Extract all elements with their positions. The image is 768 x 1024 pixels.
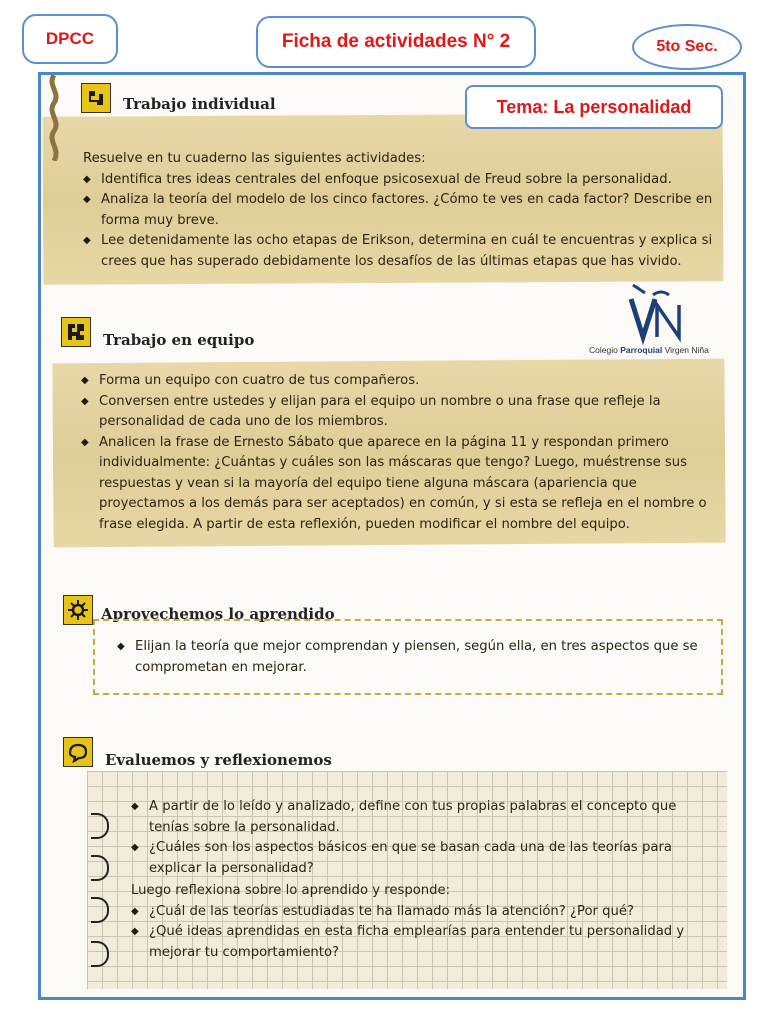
list-item: ◆ Conversen entre ustedes y elijan para el equipo un nombre o una frase que refleje la personalidad de cada uno de los miembros. [81, 392, 717, 433]
school-name: Colegio Parroquial Virgen Niña [589, 345, 709, 355]
individual-work-icon [81, 83, 111, 113]
list-item: ◆ ¿Cuáles son los aspectos básicos en que se basan cada una de las teorías para explicar la personalidad? [131, 838, 715, 879]
apply-learning-icon [63, 595, 93, 625]
logo-mark-icon [589, 281, 735, 345]
school-logo [589, 281, 735, 363]
apply-learning-content [117, 637, 715, 678]
rope-decoration [43, 75, 65, 161]
list-item: ◆ ¿Qué ideas aprendidas en esta ficha emplearías para entender tu personalidad y mejorar tu comportamiento? [131, 922, 715, 963]
team-work-title: Trabajo en equipo [103, 331, 255, 349]
list-item: ◆ Identifica tres ideas centrales del enfoque psicosexual de Freud sobre la personalidad. [83, 170, 719, 191]
list-item: ◆ Analiza la teoría del modelo de los cinco factores. ¿Cómo te ves en cada factor? Describe en forma muy breve. [83, 190, 719, 231]
list-item: ◆ ¿Cuál de las teorías estudiadas te ha llamado más la atención? ¿Por qué? [131, 902, 715, 923]
apply-learning-title: Aprovechemos lo aprendido [101, 605, 335, 623]
evaluate-reflect-icon [63, 737, 93, 767]
evaluate-reflect-content [131, 797, 715, 963]
list-item: ◆ Analicen la frase de Ernesto Sábato que aparece en la página 11 y respondan primero individualmente: ¿Cuántas y cuáles son las máscaras que tengo? Luego, muéstrense sus respuestas y vean si la mayoría del equipo tiene alguna máscara (apariencia que proyectamos a los demás para ser aceptados) en común, y si esta se refleja en el nombre o frase elegida. A partir de esta reflexión, pueden modificar el nombre del equipo. [81, 433, 717, 536]
team-work-icon [61, 317, 91, 347]
topic-box: Tema: La personalidad [465, 85, 723, 129]
worksheet-frame [38, 72, 746, 1000]
list-item: ◆ A partir de lo leído y analizado, define con tus propias palabras el concepto que tenías sobre la personalidad. [131, 797, 715, 838]
individual-work-content [83, 149, 719, 272]
worksheet-title: Ficha de actividades N° 2 [256, 16, 536, 68]
followup-text: Luego reflexiona sobre lo aprendido y responde: [131, 883, 451, 898]
list-item: ◆ Elijan la teoría que mejor comprendan y piensen, según ella, en tres aspectos que se comprometan en mejorar. [117, 637, 715, 678]
individual-work-intro: Resuelve en tu cuaderno las siguientes actividades: [83, 151, 426, 166]
course-label: DPCC [22, 14, 118, 64]
list-item: ◆ Lee detenidamente las ocho etapas de Erikson, determina en cuál te encuentras y explica si crees que has superado debidamente los desafíos de las últimas etapas que has vivido. [83, 231, 719, 272]
evaluate-reflect-title: Evaluemos y reflexionemos [105, 751, 332, 769]
individual-work-title: Trabajo individual [123, 95, 276, 113]
list-item: ◆ Forma un equipo con cuatro de tus compañeros. [81, 371, 717, 392]
team-work-content [81, 371, 717, 535]
grade-label: 5to Sec. [632, 24, 742, 70]
